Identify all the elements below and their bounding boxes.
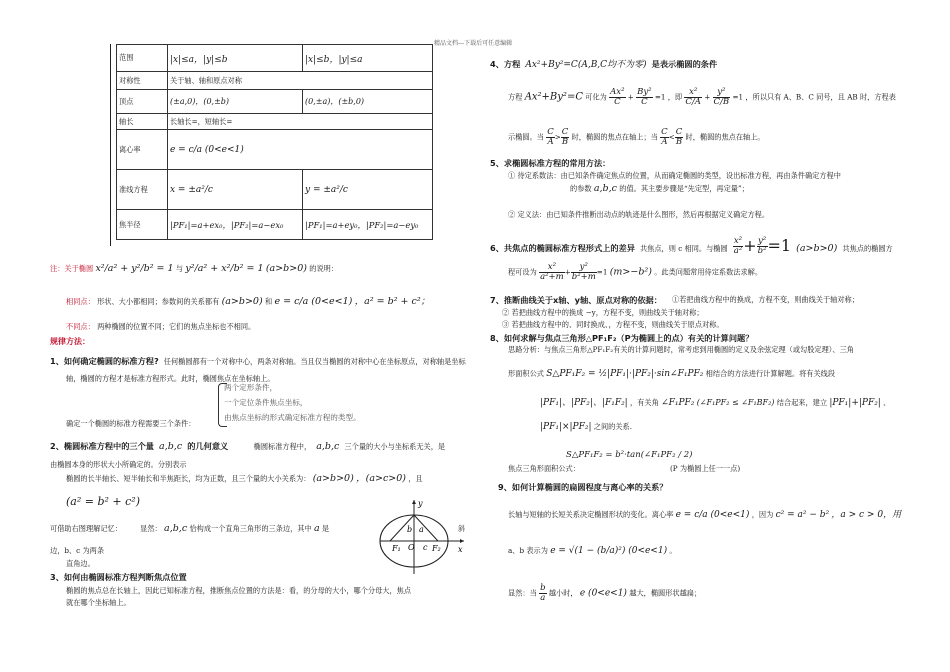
- s9-l3c: e (0<e<1): [579, 588, 627, 599]
- s6-l2c: 。此类问题常用待定系数法求解。: [654, 267, 763, 277]
- row-label: 离心率: [117, 130, 168, 170]
- s2-line1b: 三个量的大小与坐标系无关，是: [344, 442, 446, 451]
- s7-line1: ①若把曲线方程中的换成，方程不变，则曲线关于轴对称；: [672, 295, 859, 304]
- s2-memo2: 显然：: [140, 524, 162, 533]
- s8-l4b: 之间的关系.: [593, 422, 633, 431]
- note-eq1: x²/a² + y²/b² = 1: [95, 263, 174, 274]
- frac-y2-cb: $\frac{\text{y²}}{C/B}$: [713, 87, 730, 107]
- frac-y2-b2m: $\frac{\text{y²}}{\text{b²+m}}$: [571, 262, 596, 282]
- s2-memo-line: [50, 524, 329, 534]
- s1-line1: 任何椭圆都有一个对称中心，两条对称轴。当且仅当椭圆的对称中心在坐标原点，对称轴是坐标: [163, 357, 466, 366]
- s2-rel1: (a>b>0): [312, 473, 354, 484]
- s2-memo3: 恰构成一个直角三角形的三条边，其中: [189, 524, 312, 533]
- row-label: 范围: [117, 45, 168, 72]
- hypotenuse-a: [414, 515, 438, 541]
- s4-l2a: 示椭圆。当: [508, 132, 544, 142]
- eccentricity-cell: e = c/a (0<e<1): [170, 144, 244, 155]
- s5-line2: [570, 184, 749, 194]
- s2-memo6: 边，b、c 为两条: [50, 546, 105, 555]
- row-label: 焦半径: [117, 210, 168, 240]
- section-2: [50, 434, 445, 453]
- frac-b-a: $\frac{b}{a}$: [540, 583, 546, 603]
- same-cond: (a>b>0): [221, 296, 263, 307]
- s2-memo4: 是: [321, 524, 330, 533]
- table-row: [117, 170, 433, 210]
- label-f2: F₂: [432, 544, 441, 553]
- note-line: [50, 264, 338, 274]
- s8-line2: [508, 369, 835, 379]
- diff-label: 不同点：: [66, 322, 95, 331]
- label-y: y: [418, 499, 423, 508]
- s1-line2: 轴，椭圆的方程才是标准方程形式。此时，椭圆焦点在坐标轴上。: [66, 374, 275, 383]
- s4-l1a: 方程: [508, 92, 523, 102]
- frac-x2-a2m: $\frac{\text{x²}}{\text{a²+m}}$: [540, 262, 564, 282]
- label-f1: F₁: [392, 544, 401, 553]
- s4-l1e: ，所以只有 A、B、C 同号，且 AB 时，方程表: [745, 92, 896, 102]
- s8-l3g: 、: [883, 398, 891, 407]
- frac-ca-lt: $\frac{C}{A}$: [661, 127, 668, 147]
- same-and: 和: [264, 297, 273, 306]
- frac-x2-a2: $\frac{\text{x²}}{\text{a²}}$: [733, 236, 743, 256]
- note-prefix: 注：关于椭圆: [50, 264, 94, 273]
- note-cond: (a>b>0): [265, 263, 307, 274]
- frac-ca-gt: $\frac{C}{A}$: [547, 127, 554, 147]
- diff-text: 两种椭圆的位置不同；它们的焦点坐标也不相同。: [97, 322, 256, 331]
- s2-line3-text: 椭圆的长半轴长、短半轴长和半焦距长，均为正数，且三个量的大小关系为：: [66, 474, 311, 483]
- s6-l1c: 共焦点的椭圆方: [842, 244, 893, 253]
- symmetry-cell: 关于轴、轴和原点对称: [168, 72, 433, 90]
- s8-l3c: ∠F₁PF₂: [661, 398, 695, 408]
- s8-line6b: (P 为椭圆上任一一点): [670, 464, 741, 473]
- label-c: c: [423, 543, 428, 552]
- s2-rel4: (a² = b² + c²): [66, 495, 140, 508]
- s2-line2: 由椭圆本身的形状大小所确定的。分别表示: [50, 460, 187, 469]
- range-c1: |x|≤a，|y|≤b: [170, 54, 228, 65]
- s4-l2c: 时，椭圆的焦点在轴上。: [685, 132, 765, 142]
- table-row: [117, 72, 433, 90]
- row-label: 轴长: [117, 114, 168, 130]
- frac-ax2-c: $\frac{\text{Ax²}}{C}$: [610, 87, 625, 107]
- s4-l1b: Ax²+By²=C: [524, 91, 583, 103]
- vertex-c1: (±a,0)，(0,±b): [170, 97, 230, 106]
- frac-x2-ca: $\frac{\text{x²}}{C/A}$: [685, 87, 701, 107]
- frac-by2-c: $\frac{\text{By²}}{C}$: [637, 87, 652, 107]
- table-row: [117, 114, 433, 130]
- s8-area-formula: S△PF₁F₂ = b²·tan(∠F₁PF₂ / 2): [566, 450, 693, 460]
- s9-l1c: ，因为: [751, 510, 774, 519]
- range-c2: |x|≤b，|y|≤a: [305, 54, 363, 65]
- s8-title: 8、如何求解与焦点三角形△PF₁F₂（P为椭圆上的点）有关的计算问题？: [490, 333, 754, 343]
- note-eq2: y²/a² + x²/b² = 1: [185, 263, 264, 274]
- s2-title-end: 的几何意义: [187, 441, 229, 451]
- table-left-rule: [110, 44, 111, 246]
- s8-l2c: 相结合的方法进行计算解题。将有关线段: [705, 369, 836, 378]
- s9-l1e: ，a > c > 0，用: [831, 510, 902, 520]
- s8-l3e: 结合起来，建立: [776, 398, 828, 407]
- s8-l3d: (∠F₁PF₂ ≤ ∠F₁BF₂): [696, 398, 775, 407]
- s5-l2a: 的参数: [570, 184, 592, 193]
- s4-line1: 方程 Ax²+By²=C 可化为 $\frac{\text{Ax²}}{C}$ + $\frac{\text{By²}}{C}$ =1 ，即 $\frac{\text{x²}}{C/A}$ + $\frac{\text{y²}}{C/B}$ =1 ，所以只有 A、B、C 同号，且 AB 时，方程表: [508, 87, 896, 107]
- s2-memo7: 直角边。: [66, 559, 95, 568]
- s6-line2: 程可设为 $\frac{\text{x²}}{\text{a²+m}}$ + $\frac{\text{y²}}{\text{b²+m}}$ =1 (m>−b²) 。此类问题常用待定系数法求解。: [508, 262, 763, 282]
- frac-y2-b2: $\frac{\text{y²}}{\text{b²}}$: [757, 236, 767, 256]
- s8-line1: 思路分析：与焦点三角形△PF₁F₂有关的计算问题时，常考虑到用椭圆的定义及余弦定理（或勾股定理）、三角: [508, 345, 854, 354]
- frac-cb-gt: $\frac{C}{B}$: [561, 127, 569, 147]
- s9-l1d: c² = a² − b²: [775, 510, 830, 520]
- ellipse-diagram: [376, 496, 468, 576]
- s8-l3a: |PF₁|、|PF₂|、|F₁F₂|: [540, 398, 628, 408]
- frac-cb-lt: $\frac{C}{B}$: [675, 127, 683, 147]
- note-mid: 与: [175, 264, 184, 273]
- axis-length-cell: 长轴长=，短轴长=: [168, 114, 433, 130]
- directrix-c1: x = ±a²/c: [170, 184, 213, 195]
- s9-line2: [508, 546, 677, 556]
- s3-title: 3、如何由椭圆标准方程判断焦点位置: [50, 572, 187, 582]
- s8-l2b: S△PF₁F₂ = ½|PF₁|·|PF₂|·sin∠F₁PF₂: [546, 369, 704, 379]
- s8-line4: [540, 422, 632, 432]
- s5-line1: ① 待定系数法：由已知条件确定焦点的位置，从而确定椭圆的类型，设出标准方程，再由条件确定方程中: [508, 171, 841, 180]
- s2-memo5: 斜: [458, 524, 466, 533]
- directrix-c2: y = ±a²/c: [305, 184, 348, 195]
- focal-radius-c1: |PF₁|=a+ex₀，|PF₂|=a−ex₀: [170, 219, 284, 230]
- s9-l1a: 长轴与短轴的长短关系决定椭圆形状的变化。离心率: [508, 510, 674, 519]
- page-watermark: 精品文档---下载后可任意编辑: [434, 40, 513, 47]
- s6-title: 6、共焦点的椭圆标准方程形式上的差异: [490, 243, 635, 253]
- s4-eq: Ax²+By²=C(A,B,C均不为零): [525, 60, 647, 70]
- label-a: a: [419, 525, 424, 534]
- s4-l1c: 可化为: [585, 92, 607, 102]
- table-row: [117, 210, 433, 240]
- s9-title: 9、如何计算椭圆的扁圆程度与离心率的关系？: [498, 482, 668, 492]
- focal-radius-c2: |PF₁|=a+ey₀，|PF₂|=a−ey₀: [305, 219, 419, 230]
- s9-line1: [508, 510, 901, 520]
- same-text: 形状、大小都相同；参数间的关系都有: [97, 297, 220, 306]
- x-axis-arrow: [460, 539, 464, 543]
- s2-vars-2: a,b,c: [316, 441, 340, 452]
- note-suffix: 的说明：: [309, 264, 339, 273]
- s4-l2b: 时，椭圆的焦点在轴上；当: [571, 132, 658, 142]
- s1-line3: 确定一个椭圆的标准方程需要三个条件：: [66, 419, 196, 428]
- s1-item-2: 一个定位条件焦点坐标，: [224, 398, 308, 407]
- s1-title: 1、如何确定椭圆的标准方程?: [50, 356, 159, 366]
- s8-l2a: 形面积公式: [508, 369, 544, 378]
- s8-l3f: |PF₁|+|PF₂|: [829, 398, 881, 408]
- s2-vars: a,b,c: [159, 441, 183, 452]
- s5-title: 5、求椭圆标准方程的常用方法：: [490, 158, 611, 168]
- section-6: 6、共焦点的椭圆标准方程形式上的差异 共焦点，则 c 相同。与椭圆 $\frac{\text{x²}}{\text{a²}}$ + $\frac{\text{y²}}{\text{b²}}$ =1 (a>b>0) 共焦点的椭圆方: [490, 236, 893, 256]
- vertex-c2: (0,±a)，(±b,0): [305, 97, 365, 106]
- s4-l1d: ，即: [667, 92, 683, 102]
- s6-l2a: 程可设为: [508, 267, 537, 277]
- row-label: 顶点: [117, 90, 168, 114]
- s5-line3: ② 定义法：由已知条件推断出动点的轨迹是什么图形，然后再根据定义确定方程。: [508, 210, 770, 219]
- s2-title: 2、椭圆标准方程中的三个量: [50, 441, 154, 451]
- s4-end: 是表示椭圆的条件: [651, 59, 718, 69]
- s5-l2c: 的值。其主要步骤是“先定型，再定量”；: [619, 184, 749, 193]
- s9-l3b: 越小时，: [548, 588, 578, 598]
- s4-title: 4、方程: [490, 59, 521, 69]
- s9-l3a: 显然：当: [508, 588, 537, 598]
- table-row: [117, 130, 433, 170]
- s2-line1a: 椭圆标准方程中，: [253, 442, 312, 451]
- s8-line6a: 焦点三角形面积公式：: [508, 464, 580, 473]
- same-rel: ，a² = b² + c²；: [354, 296, 431, 307]
- label-o: O: [408, 543, 415, 552]
- s7-line3: ③ 若把曲线方程中的、同时换成、，方程不变，则曲线关于原点对称。: [502, 320, 724, 329]
- s1-item-1: 两个定形条件，: [224, 383, 278, 392]
- y-axis-arrow: [412, 500, 416, 504]
- s2-rel3: ，且: [408, 474, 423, 483]
- s5-l2b: a,b,c: [593, 183, 617, 194]
- s3-line2: 就在哪个坐标轴上。: [66, 598, 131, 607]
- label-x: x: [458, 545, 463, 554]
- s7-title: 7、推断曲线关于x轴、y轴、原点对称的依据：: [490, 295, 662, 305]
- s9-line3: [508, 584, 701, 603]
- table-row: [117, 90, 433, 114]
- s8-l4a: |PF₁|×|PF₂|: [540, 422, 592, 432]
- rules-title: 规律方法：: [50, 337, 90, 346]
- s4-line2: 示椭圆。当 $\frac{C}{A}$ > $\frac{C}{B}$ 时，椭圆的焦点在轴上；当 $\frac{C}{A}$ < $\frac{C}{B}$ 时，椭圆的焦点在轴上。: [508, 127, 765, 147]
- s2-rel2: ，(a>c>0): [356, 473, 406, 484]
- s2-a-var: a: [313, 523, 320, 534]
- s3-line1: 椭圆的焦点总在长轴上，因此已知标准方程，推断焦点位置的方法是：看，的分母的大小，哪个分母大，焦点: [66, 586, 412, 595]
- s9-l3d: 越大，椭圆形状越扁；: [629, 588, 702, 598]
- s9-l2c: 。: [669, 546, 677, 555]
- same-e: e = c/a (0<e<1): [274, 296, 353, 307]
- same-label: 相同点：: [66, 297, 95, 306]
- row-label: 对称性: [117, 72, 168, 90]
- s9-l2a: a、b 表示为: [508, 546, 548, 555]
- s9-l2b: e = √(1 − (b/a)²) (0<e<1): [550, 546, 668, 556]
- same-point-line: [66, 297, 430, 307]
- s9-l1b: e = c/a (0<e<1): [675, 510, 750, 520]
- s8-l3b: ，有关角: [630, 398, 659, 407]
- section-4: [490, 52, 717, 71]
- s6-l1a: 共焦点，则 c 相同。与椭圆: [639, 244, 728, 253]
- s8-line3: [540, 398, 890, 408]
- s1-item-3: 由焦点坐标的形式确定标准方程的类型。: [224, 413, 361, 422]
- s2-vars-3: a,b,c: [164, 523, 188, 534]
- diff-point-line: [66, 322, 255, 332]
- label-b: b: [407, 525, 413, 534]
- section-1: [50, 349, 466, 368]
- table-row: [117, 45, 433, 72]
- s6-l1b: (a>b>0): [796, 243, 838, 254]
- s7-line2: ② 若把曲线方程中的换成 −y，方程不变，则曲线关于轴对称；: [502, 308, 704, 317]
- s2-line3: [66, 474, 423, 484]
- ellipse-properties-table: [116, 44, 433, 240]
- s2-memo: 可借助右图理解记忆：: [50, 524, 122, 533]
- row-label: 准线方程: [117, 170, 168, 210]
- s6-l2b: (m>−b²): [609, 266, 652, 278]
